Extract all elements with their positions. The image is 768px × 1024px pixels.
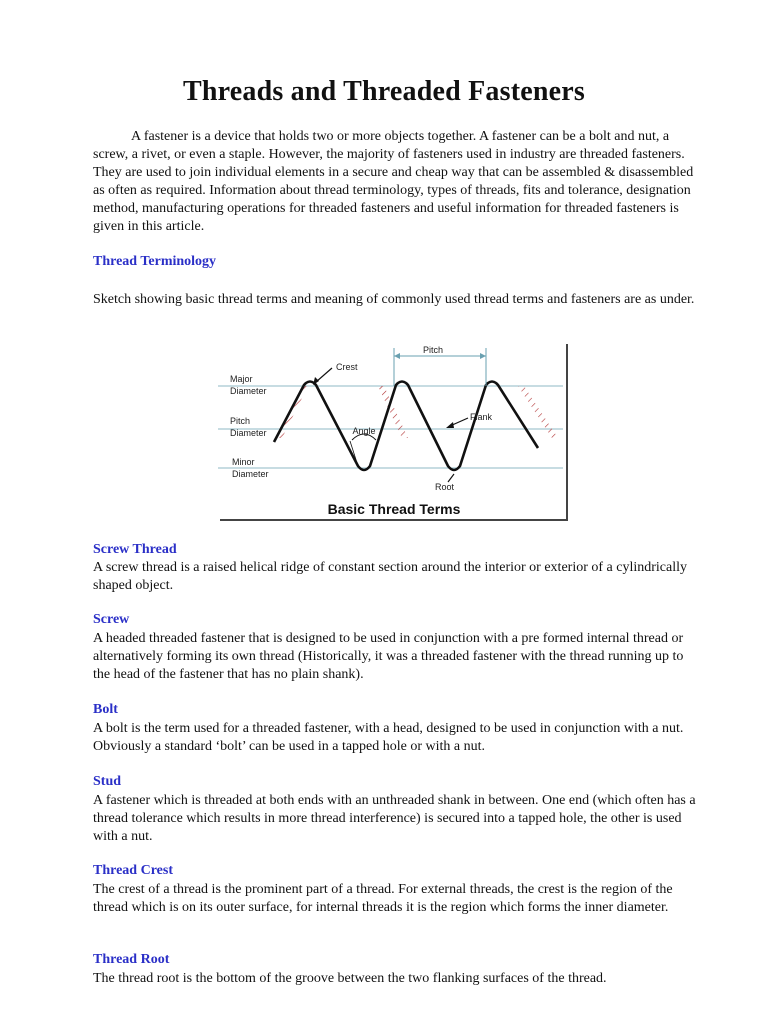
label-minor-diameter-2: Diameter	[232, 469, 269, 479]
label-flank: Flank	[470, 412, 493, 422]
heading-bolt: Bolt	[93, 702, 118, 717]
figure-caption: Basic Thread Terms	[327, 501, 461, 517]
label-pitch-diameter-1: Pitch	[230, 416, 251, 426]
thread-crest-paragraph: The crest of a thread is the prominent part of a thread. For external threads, the crest is the region of the thread which is on its outer surface, for internal threads it is the region which forms the inner diameter.	[93, 882, 673, 915]
bolt-paragraph: A bolt is the term used for a threaded fastener, with a head, designed to be used in conjunction with a nut. Obviously a standard ‘bolt’ can be used in a tapped hole or with a nut.	[93, 721, 684, 754]
heading-thread-root: Thread Root	[93, 952, 170, 967]
thread-root-paragraph: The thread root is the bottom of the groove between the two flanking surfaces of the thread.	[93, 971, 607, 986]
heading-screw: Screw	[93, 612, 130, 627]
label-major-diameter-2: Diameter	[230, 386, 267, 396]
label-root: Root	[435, 482, 455, 492]
label-pitch: Pitch	[422, 345, 444, 355]
page-title: Threads and Threaded Fasteners	[183, 76, 585, 107]
heading-stud: Stud	[93, 774, 122, 789]
heading-thread-terminology: Thread Terminology	[93, 254, 217, 269]
terminology-paragraph: Sketch showing basic thread terms and meaning of commonly used thread terms and fasteners are as under.	[93, 292, 695, 307]
intro-paragraph: A fastener is a device that holds two or more objects together. A fastener can be a bolt and nut, a screw, a rivet, or even a staple. However, the majority of fasteners used in industry are threaded fasteners. They are used to join individual elements in a secure and cheap way that can be assembled & disassembled as often as required. Information about thread terminology, types of threads, fits and tolerance, designation method, manufacturing operations for threaded fasteners and useful information for threaded fasteners is given in this article.	[93, 129, 694, 234]
flank-arrow	[446, 422, 454, 428]
angle-line	[370, 441, 378, 466]
stud-paragraph: A fastener which is threaded at both ends with an unthreaded shank in between. One end (which often has a thread tolerance which results in more thread interference) is secured into a tapped hole, the other is used with a nut.	[93, 793, 696, 844]
label-crest: Crest	[336, 362, 358, 372]
label-angle: Angle	[352, 426, 376, 436]
crest-leader	[316, 368, 332, 382]
flank-hatch	[518, 386, 558, 438]
thread-profile	[274, 382, 538, 471]
pitch-arrow	[394, 353, 400, 359]
basic-thread-terms-figure	[218, 338, 570, 524]
heading-thread-crest: Thread Crest	[93, 863, 173, 878]
pitch-arrow	[480, 353, 486, 359]
screw-paragraph: A headed threaded fastener that is designed to be used in conjunction with a pre formed internal thread or alternatively forming its own thread (Historically, it was a threaded fastener with the thread running up to the head of the fastener that has no plain shank).	[93, 631, 684, 682]
label-minor-diameter-1: Minor	[232, 457, 255, 467]
root-leader	[448, 474, 454, 482]
label-major-diameter-1: Major	[230, 374, 253, 384]
screw-thread-paragraph: A screw thread is a raised helical ridge of constant section around the interior or exterior of a cylindrically shaped object.	[93, 560, 688, 593]
label-pitch-diameter-2: Diameter	[230, 428, 267, 438]
heading-screw-thread: Screw Thread	[93, 542, 177, 557]
